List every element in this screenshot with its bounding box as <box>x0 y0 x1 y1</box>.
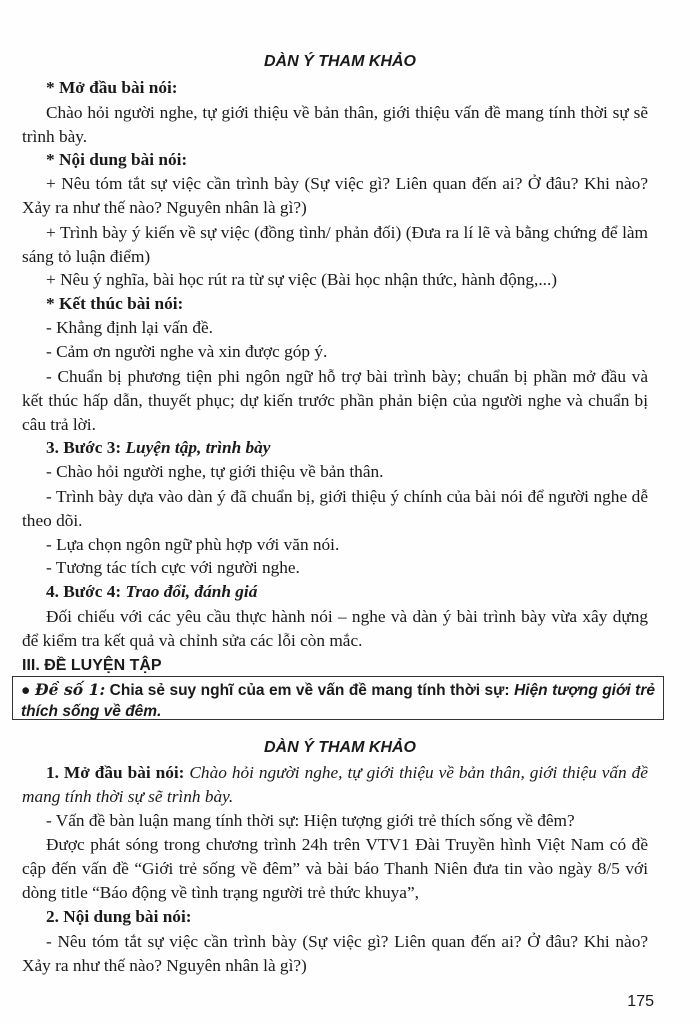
exercise-topic: Hiện tượng giới trẻ thích sống về đêm. <box>21 682 655 720</box>
paragraph <box>22 761 648 809</box>
step3-title: Luyện tập, trình bày <box>125 438 271 457</box>
section-title: DÀN Ý THAM KHẢO <box>264 739 416 756</box>
step4-title: Trao đổi, đánh giá <box>125 582 258 601</box>
exercise-box <box>12 676 664 720</box>
heading-conclusion: * Kết thúc bài nói: <box>46 294 184 313</box>
paragraph: Chào hỏi người nghe, tự giới thiệu về bản thân, giới thiệu vấn đề mang tính thời sự sẽ trình bày. <box>22 103 648 146</box>
list-item: - Trình bày dựa vào dàn ý đã chuẩn bị, giới thiệu ý chính của bài nói để người nghe dễ theo dõi. <box>22 487 648 530</box>
paragraph: Đối chiếu với các yêu cầu thực hành nói – nghe và dàn ý bài trình bày vừa xây dựng để kiểm tra kết quả và chỉnh sửa các lỗi còn mắc. <box>22 607 648 650</box>
heading-opening: * Mở đầu bài nói: <box>46 78 178 97</box>
section-heading: III. ĐỀ LUYỆN TẬP <box>22 657 162 674</box>
list-item: - Nêu tóm tắt sự việc cần trình bày (Sự việc gì? Liên quan đến ai? Ở đâu? Khi nào? Xảy ra như thế nào? Nguyên nhân là gì?) <box>22 932 648 975</box>
list-item: + Nêu tóm tắt sự việc cần trình bày (Sự việc gì? Liên quan đến ai? Ở đâu? Khi nào? Xảy ra như thế nào? Nguyên nhân là gì?) <box>22 174 648 217</box>
list-item: + Trình bày ý kiến về sự việc (đồng tình/ phản đối) (Đưa ra lí lẽ và bằng chứng để làm sáng tỏ luận điểm) <box>22 223 648 266</box>
bullet-icon: ● <box>21 682 31 699</box>
list-item: - Cảm ơn người nghe và xin được góp ý. <box>46 342 328 361</box>
list-item: + Nêu ý nghĩa, bài học rút ra từ sự việc (Bài học nhận thức, hành động,...) <box>46 270 558 289</box>
heading-content: 2. Nội dung bài nói: <box>46 907 192 926</box>
list-item: - Lựa chọn ngôn ngữ phù hợp với văn nói. <box>46 535 340 554</box>
paragraph: Được phát sóng trong chương trình 24h trên VTV1 Đài Truyền hình Việt Nam có đề cập đến vấn đề “Giới trẻ sống về đêm” và bài báo Thanh Niên đưa tin vào ngày 8/5 với dòng title “Báo động về tình trạng người trẻ thức khuya”, <box>22 835 648 902</box>
list-item: - Khẳng định lại vấn đề. <box>46 318 214 337</box>
exercise-label: Đề số 1: <box>35 680 106 699</box>
opening-text: Chào hỏi người nghe, tự giới thiệu về bản thân, giới thiệu vấn đề mang tính thời sự sẽ trình bày. <box>22 763 648 806</box>
opening-label: 1. Mở đầu bài nói: <box>46 763 185 782</box>
step4-label: 4. Bước 4: <box>46 582 122 601</box>
step3-label: 3. Bước 3: <box>46 438 122 457</box>
heading-content: * Nội dung bài nói: <box>46 150 188 169</box>
exercise-text: Chia sẻ suy nghĩ của em về vấn đề mang tính thời sự: <box>109 682 510 699</box>
list-item: - Vấn đề bàn luận mang tính thời sự: Hiện tượng giới trẻ thích sống về đêm? <box>46 811 575 830</box>
list-item: - Chuẩn bị phương tiện phi ngôn ngữ hỗ trợ bài trình bày; chuẩn bị phần mở đầu và kết thúc hấp dẫn, thuyết phục; dự kiến trước phần phản biện của người nghe và chuẩn bị câu trả lời. <box>22 367 648 434</box>
list-item: - Tương tác tích cực với người nghe. <box>46 558 300 577</box>
section-title: DÀN Ý THAM KHẢO <box>264 53 416 70</box>
list-item: - Chào hỏi người nghe, tự giới thiệu về bản thân. <box>46 462 384 481</box>
step4-heading <box>22 580 648 604</box>
step3-heading <box>22 436 648 460</box>
page-number: 175 <box>627 993 654 1010</box>
